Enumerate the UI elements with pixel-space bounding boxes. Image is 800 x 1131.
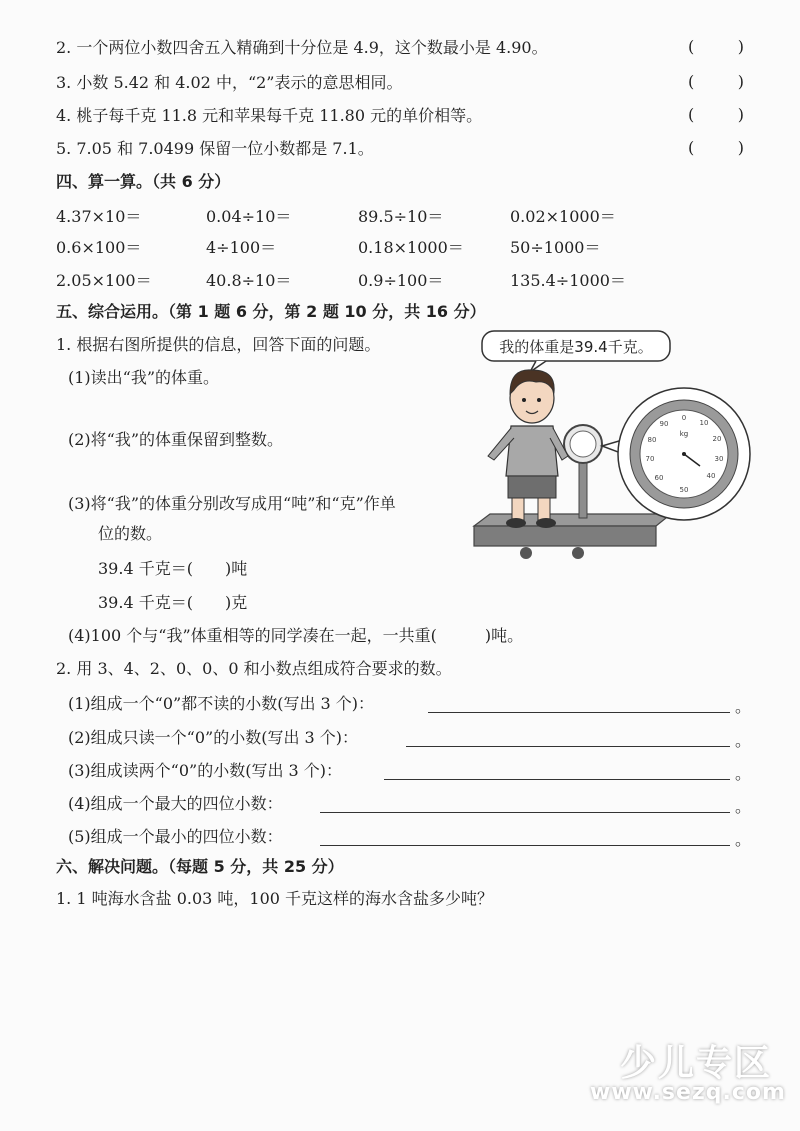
judge-q5: 5. 7.05 和 7.0499 保留一位小数都是 7.1。	[56, 139, 374, 158]
calc-item: 0.02×1000＝	[510, 207, 616, 226]
q1-sub3-line2: 位的数。	[98, 524, 163, 543]
q1-sub3-line1: (3)将“我”的体重分别改写成用“吨”和“克”作单	[68, 494, 396, 513]
end-mark: 。	[735, 830, 752, 849]
q2-item-2: (2)组成只读一个“0”的小数(写出 3 个)：	[68, 728, 359, 747]
end-mark: 。	[735, 764, 752, 783]
q2-item-3: (3)组成读两个“0”的小数(写出 3 个)：	[68, 761, 343, 780]
svg-text:60: 60	[654, 474, 664, 482]
calc-item: 0.18×1000＝	[358, 238, 464, 257]
svg-text:30: 30	[714, 455, 724, 463]
svg-text:80: 80	[647, 436, 657, 444]
judge-q4: 4. 桃子每千克 11.8 元和苹果每千克 11.80 元的单价相等。	[56, 106, 483, 125]
q2-answer-line-1[interactable]	[428, 712, 730, 713]
svg-text:20: 20	[712, 435, 722, 443]
s6-q1: 1. 1 吨海水含盐 0.03 吨，100 千克这样的海水含盐多少吨？	[56, 889, 494, 908]
section4-title: 四、算一算。（共 6 分）	[56, 172, 231, 191]
calc-item: 89.5÷10＝	[358, 207, 444, 226]
calc-item: 4÷100＝	[206, 238, 277, 257]
q2-answer-line-5[interactable]	[320, 845, 730, 846]
svg-text:10: 10	[699, 419, 709, 427]
end-mark: 。	[735, 697, 752, 716]
svg-text:90: 90	[659, 420, 669, 428]
judge-q2: 2. 一个两位小数四舍五入精确到十分位是 4.9，这个数最小是 4.90。	[56, 38, 548, 57]
judge-q4-answer[interactable]: ( )	[688, 105, 744, 124]
svg-text:0: 0	[681, 414, 687, 422]
judge-q5-answer[interactable]: ( )	[688, 138, 744, 157]
q2-answer-line-3[interactable]	[384, 779, 730, 780]
scale-unit-label: kg	[679, 430, 689, 438]
q1-conv-ton: 39.4 千克＝( )吨	[98, 559, 248, 578]
q2-answer-line-2[interactable]	[406, 746, 730, 747]
judge-q3: 3. 小数 5.42 和 4.02 中，“2”表示的意思相同。	[56, 73, 403, 92]
svg-text:40: 40	[706, 472, 716, 480]
calc-item: 0.9÷100＝	[358, 271, 444, 290]
q1-sub4: (4)100 个与“我”体重相等的同学凑在一起，一共重( )吨。	[68, 626, 524, 645]
svg-text:70: 70	[645, 455, 655, 463]
q2-answer-line-4[interactable]	[320, 812, 730, 813]
q1-sub1: (1)读出“我”的体重。	[68, 368, 220, 387]
q2-item-5: (5)组成一个最小的四位小数：	[68, 827, 283, 846]
judge-q2-answer[interactable]: ( )	[688, 37, 744, 56]
watermark-url: www.sezq.com	[590, 1080, 786, 1105]
speech-bubble-text: 我的体重是39.4千克。	[499, 338, 653, 356]
q2-item-4: (4)组成一个最大的四位小数：	[68, 794, 283, 813]
end-mark: 。	[735, 731, 752, 750]
section5-title: 五、综合运用。（第 1 题 6 分，第 2 题 10 分，共 16 分）	[56, 302, 486, 321]
section6-title: 六、解决问题。（每题 5 分，共 25 分）	[56, 857, 344, 876]
q2-item-1: (1)组成一个“0”都不读的小数(写出 3 个)：	[68, 694, 375, 713]
watermark-title: 少儿专区	[620, 1043, 773, 1084]
end-mark: 。	[735, 797, 752, 816]
calc-item: 40.8÷10＝	[206, 271, 292, 290]
calc-item: 0.6×100＝	[56, 238, 142, 257]
q1-sub2: (2)将“我”的体重保留到整数。	[68, 430, 284, 449]
q1-conv-gram: 39.4 千克＝( )克	[98, 593, 248, 612]
q1-stem: 1. 根据右图所提供的信息，回答下面的问题。	[56, 335, 381, 354]
calc-item: 135.4÷1000＝	[510, 271, 626, 290]
calc-item: 4.37×10＝	[56, 207, 142, 226]
svg-text:50: 50	[679, 486, 689, 494]
q2-stem: 2. 用 3、4、2、0、0、0 和小数点组成符合要求的数。	[56, 659, 452, 678]
calc-item: 0.04÷10＝	[206, 207, 292, 226]
calc-item: 2.05×100＝	[56, 271, 152, 290]
boy-on-scale-illustration	[466, 326, 756, 566]
calc-item: 50÷1000＝	[510, 238, 601, 257]
judge-q3-answer[interactable]: ( )	[688, 72, 744, 91]
